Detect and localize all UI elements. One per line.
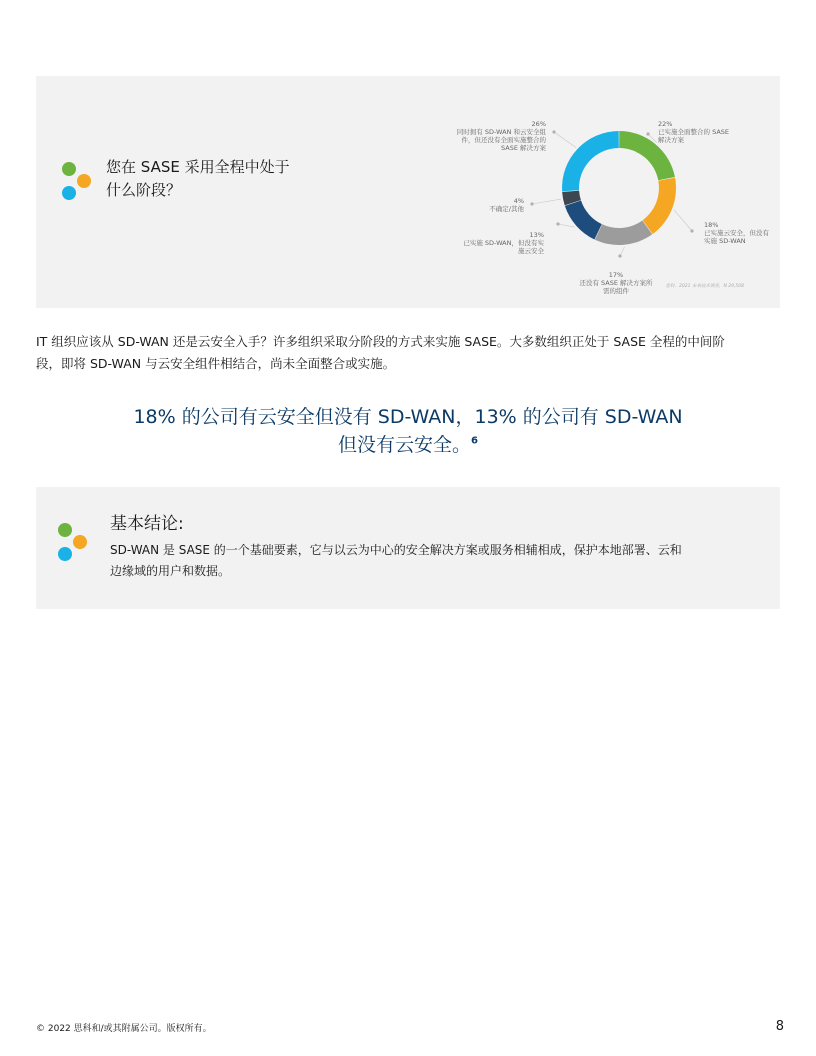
orange-dot bbox=[77, 174, 91, 188]
conclusion-text bbox=[110, 540, 760, 582]
survey-panel bbox=[36, 76, 780, 308]
question-line-2: 什么阶段？ bbox=[106, 181, 182, 199]
conclusion-line-2: 边缘域的用户和数据。 bbox=[110, 564, 231, 578]
green-dot bbox=[58, 523, 72, 537]
donut-slice-5 bbox=[562, 131, 619, 191]
slice-value-1: 18% bbox=[704, 221, 719, 229]
body-line-2: 段，即将 SD-WAN 与云安全组件相结合，尚未全面整合或实施。 bbox=[36, 356, 396, 371]
survey-question bbox=[106, 156, 326, 202]
body-paragraph bbox=[36, 331, 780, 375]
slice-label-line-4-1: 不确定/其他 bbox=[489, 205, 524, 213]
question-line-1: 您在 SASE 采用全程中处于 bbox=[106, 158, 290, 176]
slice-value-0: 22% bbox=[658, 120, 673, 128]
conclusion-heading: 基本结论: bbox=[110, 514, 184, 534]
leader-line-5 bbox=[554, 132, 576, 148]
leader-dot-2 bbox=[618, 254, 621, 257]
blue-dot bbox=[58, 547, 72, 561]
callout-statistic bbox=[60, 403, 756, 459]
leader-dot-5 bbox=[552, 130, 555, 133]
slice-label-1 bbox=[704, 221, 770, 245]
body-line-1: IT 组织应该从 SD-WAN 还是云安全入手？许多组织采取分阶段的方式来实施 SASE。大多数组织正处于 SASE 全程的中间阶 bbox=[36, 334, 725, 349]
slice-label-line-2-2: 需的组件 bbox=[603, 287, 629, 295]
leader-line-4 bbox=[532, 199, 561, 204]
leader-line-3 bbox=[558, 224, 575, 227]
footer-copyright: © 2022 思科和/或其附属公司。版权所有。 bbox=[36, 1024, 212, 1034]
brand-dots-icon bbox=[62, 162, 98, 202]
slice-label-5 bbox=[457, 120, 547, 152]
slice-value-4: 4% bbox=[513, 197, 524, 205]
slice-label-line-2-1: 还没有 SASE 解决方案所 bbox=[579, 279, 653, 287]
donut-chart bbox=[396, 94, 776, 302]
slice-label-line-1-2: 实施 SD-WAN bbox=[704, 237, 746, 245]
slice-label-line-3-2: 施云安全 bbox=[518, 247, 544, 255]
leader-dot-4 bbox=[530, 202, 533, 205]
conclusion-panel bbox=[36, 487, 780, 609]
conclusion-line-1: SD-WAN 是 SASE 的一个基础要素，它与以云为中心的安全解决方案或服务相辅相成，保护本地部署、云和 bbox=[110, 543, 682, 557]
donut-slice-2 bbox=[595, 220, 652, 245]
green-dot bbox=[62, 162, 76, 176]
orange-dot bbox=[73, 535, 87, 549]
slice-label-0 bbox=[658, 120, 729, 144]
slice-value-3: 13% bbox=[529, 231, 544, 239]
slice-value-2: 17% bbox=[608, 271, 624, 279]
leader-dot-0 bbox=[646, 132, 649, 135]
slice-label-line-1-1: 已实施云安全，但没有 bbox=[704, 229, 769, 237]
brand-dots-icon bbox=[58, 523, 94, 563]
leader-line-1 bbox=[674, 210, 692, 231]
slice-label-line-0-2: 解决方案 bbox=[658, 136, 684, 144]
callout-line-2: 但没有云安全。 bbox=[338, 434, 472, 456]
leader-dot-1 bbox=[690, 229, 693, 232]
donut-slice-3 bbox=[565, 201, 602, 240]
page-number: 8 bbox=[775, 1019, 784, 1034]
slice-label-line-5-1: 同时拥有 SD-WAN 和云安全组 bbox=[456, 128, 546, 136]
slice-label-line-3-1: 已实施 SD-WAN，但没有实 bbox=[463, 239, 544, 247]
callout-line-2-wrap bbox=[60, 431, 756, 459]
footnote-ref: 6 bbox=[471, 435, 478, 447]
blue-dot bbox=[62, 186, 76, 200]
slice-label-4 bbox=[489, 197, 524, 213]
slice-label-line-5-2: 件，但还没有全面实施整合的 bbox=[461, 136, 546, 144]
leader-dot-3 bbox=[556, 222, 559, 225]
chart-source-note: 思科，2021 未来技术调查，N 29,508 bbox=[665, 284, 744, 289]
slice-label-2 bbox=[579, 271, 653, 295]
slice-label-line-5-3: SASE 解决方案 bbox=[501, 144, 546, 152]
slice-value-5: 26% bbox=[531, 120, 546, 128]
slice-label-3 bbox=[463, 231, 544, 255]
callout-line-1: 18% 的公司有云安全但没有 SD-WAN，13% 的公司有 SD-WAN bbox=[133, 406, 683, 428]
donut-slice-1 bbox=[643, 178, 676, 234]
slice-label-line-0-1: 已实施全面整合的 SASE bbox=[658, 128, 729, 136]
